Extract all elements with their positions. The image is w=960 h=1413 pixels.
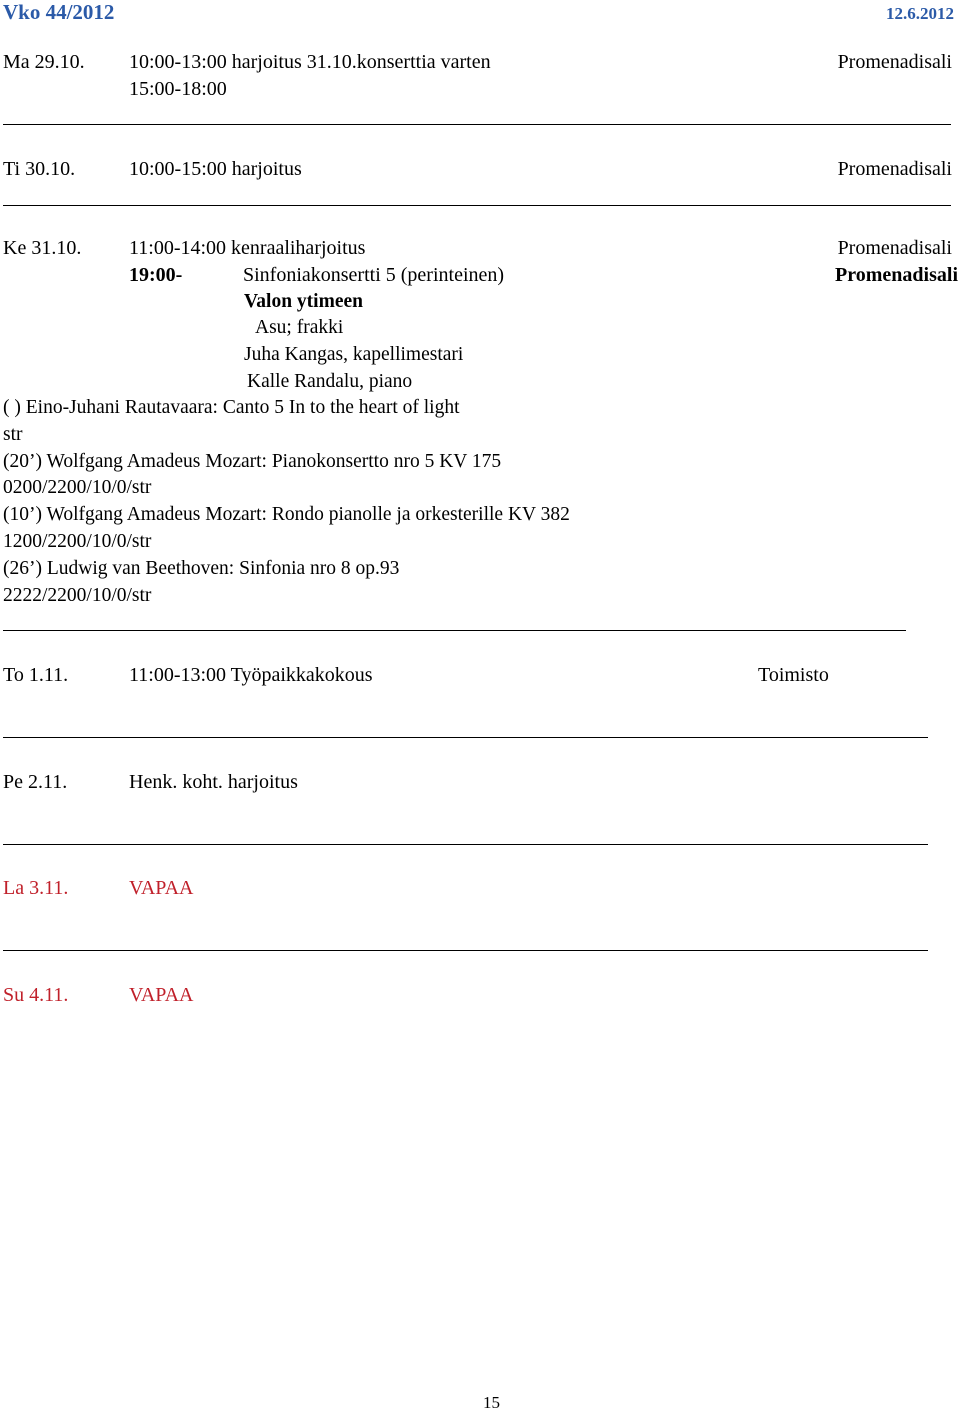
friday-line: Henk. koht. harjoitus	[129, 771, 298, 793]
dress-code	[255, 316, 343, 340]
dress-value: frakki	[291, 317, 344, 338]
day-label-wednesday: Ke 31.10.	[3, 237, 82, 259]
monday-venue: Promenadisali	[837, 51, 952, 73]
concert-venue: Promenadisali	[835, 264, 958, 286]
concert-program	[3, 395, 570, 609]
divider	[3, 950, 928, 951]
concert-title: Valon ytimeen	[244, 291, 363, 312]
concert-time: 19:00-	[129, 264, 183, 286]
day-label-monday: Ma 29.10.	[3, 51, 85, 73]
program-line: (20’) Wolfgang Amadeus Mozart: Pianokonsertto nro 5 KV 175	[3, 450, 502, 472]
thursday-meeting-line: 11:00-13:00 Työpaikkakokous	[129, 664, 373, 686]
day-label-thursday: To 1.11.	[3, 664, 69, 686]
concert-name: Sinfoniakonsertti 5 (perinteinen)	[243, 264, 505, 286]
tuesday-rehearsal-line: 10:00-15:00 harjoitus	[129, 158, 302, 180]
program-line: 0200/2200/10/0/str	[3, 477, 152, 499]
day-label-tuesday: Ti 30.10.	[3, 158, 76, 180]
dress-label: Asu;	[255, 317, 292, 338]
program-line: ( ) Eino-Juhani Rautavaara: Canto 5 In to the heart of light	[3, 397, 460, 418]
day-label-sunday: Su 4.11.	[3, 984, 69, 1006]
divider	[3, 737, 928, 738]
sunday-free: VAPAA	[129, 984, 194, 1006]
program-line: (10’) Wolfgang Amadeus Mozart: Rondo pianolle ja orkesterille KV 382	[3, 504, 570, 526]
monday-second-slot: 15:00-18:00	[129, 78, 227, 100]
divider	[3, 205, 951, 206]
monday-rehearsal-line: 10:00-13:00 harjoitus 31.10.konserttia varten	[129, 51, 491, 73]
divider	[3, 630, 906, 631]
day-label-friday: Pe 2.11.	[3, 771, 68, 793]
tuesday-venue: Promenadisali	[837, 158, 952, 180]
document-date: 12.6.2012	[886, 4, 954, 23]
wednesday-venue: Promenadisali	[837, 237, 952, 259]
thursday-venue: Toimisto	[758, 664, 829, 686]
divider	[3, 124, 951, 125]
soloist: Kalle Randalu, piano	[247, 371, 413, 392]
program-line: (26’) Ludwig van Beethoven: Sinfonia nro 8 op.93	[3, 557, 400, 579]
saturday-free: VAPAA	[129, 877, 194, 899]
conductor: Juha Kangas, kapellimestari	[244, 344, 464, 365]
week-title: Vko 44/2012	[3, 0, 115, 24]
page-number: 15	[483, 1393, 500, 1412]
program-line: 2222/2200/10/0/str	[3, 584, 152, 606]
wednesday-rehearsal-line: 11:00-14:00 kenraaliharjoitus	[129, 237, 366, 259]
program-line: str	[3, 423, 23, 445]
program-line: 1200/2200/10/0/str	[3, 530, 152, 552]
day-label-saturday: La 3.11.	[3, 877, 69, 899]
divider	[3, 844, 928, 845]
